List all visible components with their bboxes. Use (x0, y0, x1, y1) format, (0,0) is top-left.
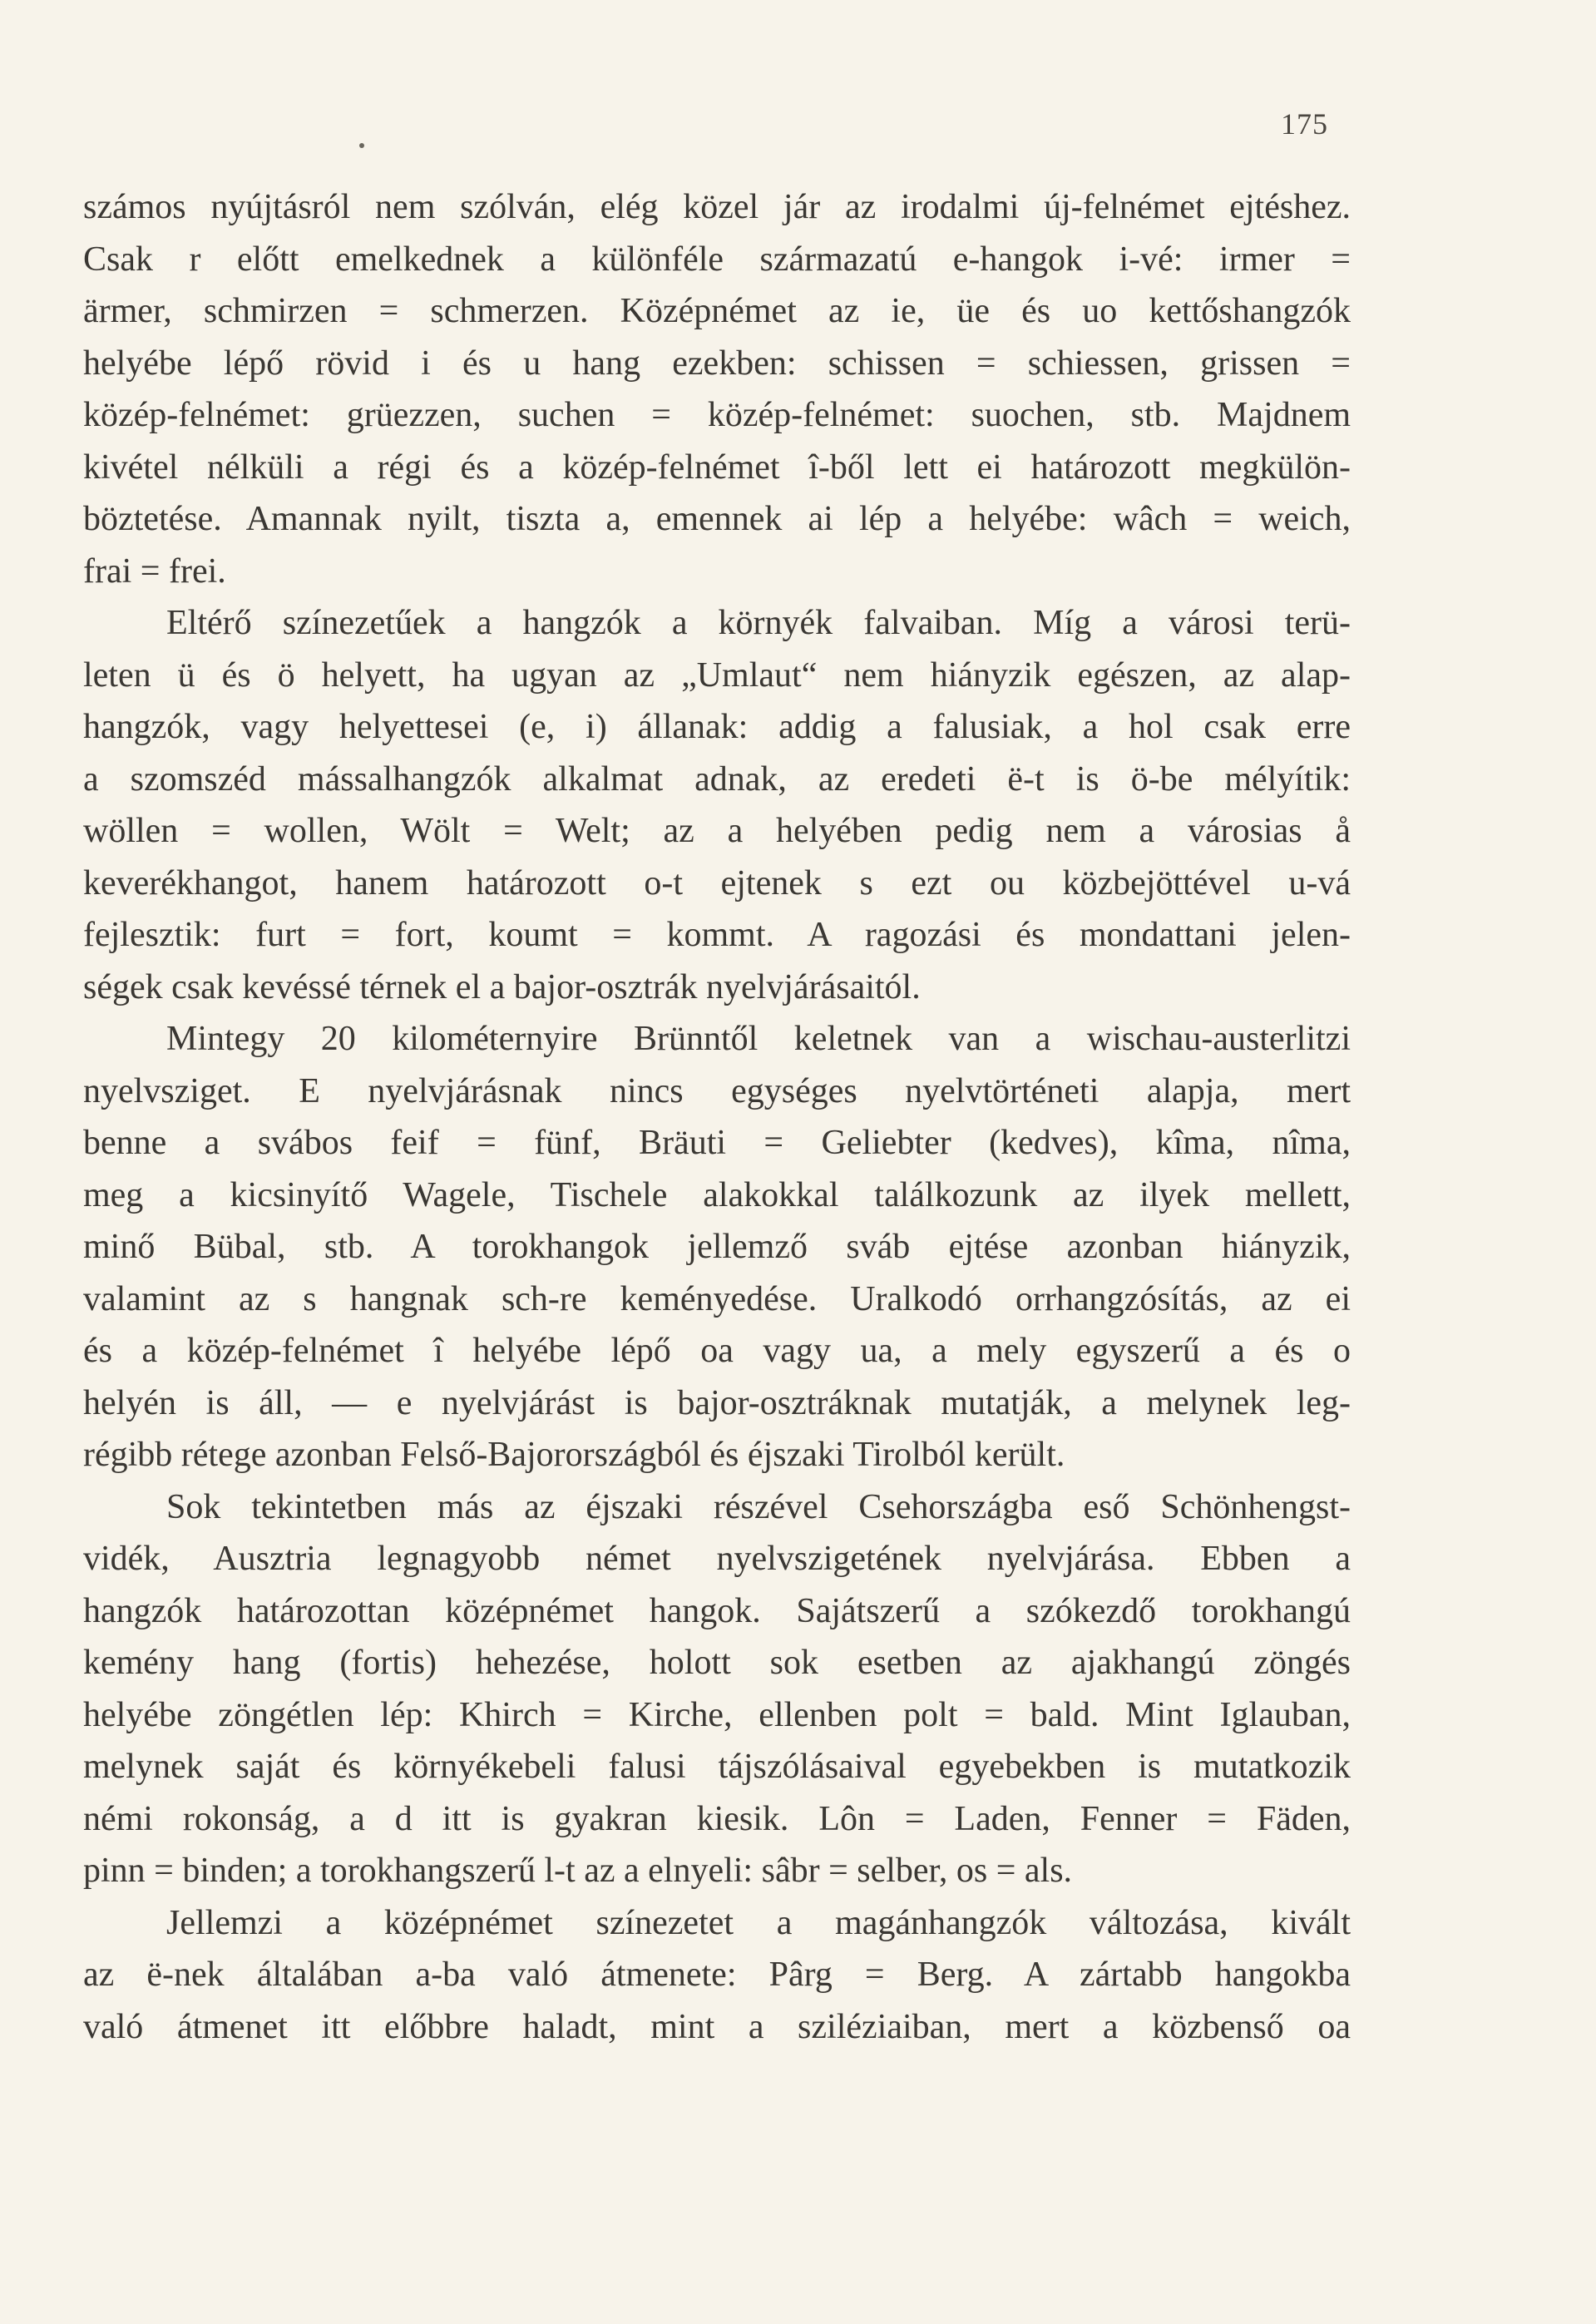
paragraph-start: Mintegy 20 kilométernyire Brünntől keletnek van a wischau-austerlitzi (166, 1020, 1351, 1058)
text-line: kivétel nélküli a régi és a közép-felnémet î-ből lett ei határozott megkülön- (83, 447, 1351, 487)
text-line: helyén is áll, — e nyelvjárást is bajor-osztráknak mutatják, a melynek leg- (83, 1383, 1351, 1422)
paragraph-start: Eltérő színezetűek a hangzók a környék falvaiban. Míg a városi terü- (166, 604, 1351, 642)
text-line: helyébe zöngétlen lép: Khirch = Kirche, ellenben polt = bald. Mint Iglauban, (83, 1695, 1351, 1734)
text-line: keverékhangot, hanem határozott o-t ejtenek s ezt ou közbejöttével u-vá (83, 863, 1351, 902)
text-line: böztetése. Amannak nyilt, tiszta a, emennek ai lép a helyébe: wâch = weich, (83, 500, 1351, 538)
print-speck (359, 143, 364, 148)
text-line: hangzók határozottan középnémet hangok. Sajátszerű a szókezdő torokhangú (83, 1591, 1351, 1630)
text-line: ségek csak kevéssé térnek el a bajor-osztrák nyelvjárásaitól. (83, 967, 921, 1006)
text-line: leten ü és ö helyett, ha ugyan az „Umlaut“ nem hiányzik egészen, az alap- (83, 655, 1351, 695)
paragraph-start: Jellemzi a középnémet színezetet a magánhangzók változása, kivált (166, 1903, 1351, 1942)
paragraph-start: Sok tekintetben más az éjszaki részével Csehországba eső Schönhengst- (166, 1487, 1351, 1526)
text-line: ärmer, schmirzen = schmerzen. Középnémet az ie, üe és uo kettőshangzók (83, 292, 1351, 330)
text-line: és a közép-felnémet î helyébe lépő oa vagy ua, a mely egyszerű a és o (83, 1332, 1351, 1370)
text-line: az ë-nek általában a-ba való átmenete: Pârg = Berg. A zártabb hangokba (83, 1956, 1351, 1994)
text-line: valamint az s hangnak sch-re keményedése. Uralkodó orrhangzósítás, az ei (83, 1279, 1351, 1318)
text-line: fejlesztik: furt = fort, koumt = kommt. A ragozási és mondattani jelen- (83, 916, 1351, 954)
text-line: közép-felnémet: grüezzen, suchen = közép-felnémet: suochen, stb. Majdnem (83, 396, 1351, 434)
text-line: vidék, Ausztria legnagyobb német nyelvszigetének nyelvjárása. Ebben a (83, 1540, 1351, 1578)
text-line: Csak r előtt emelkednek a különféle származatú e-hangok i-vé: irmer = (83, 240, 1351, 279)
text-line: pinn = binden; a torokhangszerű l-t az a elnyeli: sâbr = selber, os = als. (83, 1852, 1073, 1890)
text-line: minő Bübal, stb. A torokhangok jellemző sváb ejtése azonban hiányzik, (83, 1228, 1351, 1266)
text-line: kemény hang (fortis) hehezése, holott sok esetben az ajakhangú zöngés (83, 1644, 1351, 1682)
text-line: frai = frei. (83, 551, 226, 591)
text-line: helyébe lépő rövid i és u hang ezekben: schissen = schiessen, grissen = (83, 344, 1351, 383)
text-line: számos nyújtásról nem szólván, elég közel jár az irodalmi új-felnémet ejtéshez. (83, 188, 1351, 226)
page-number: 175 (1281, 107, 1328, 141)
text-line: wöllen = wollen, Wölt = Welt; az a helyében pedig nem a városias å (83, 812, 1351, 850)
text-line: a szomszéd mássalhangzók alkalmat adnak, az eredeti ë-t is ö-be mélyítik: (83, 759, 1351, 799)
text-body (83, 181, 1351, 2053)
text-line: meg a kicsinyítő Wagele, Tischele alakokkal találkozunk az ilyek mellett, (83, 1175, 1351, 1214)
text-line: való átmenet itt előbbre haladt, mint a sziléziaiban, mert a közbenső oa (83, 2007, 1351, 2046)
text-line: hangzók, vagy helyettesei (e, i) állanak: addig a falusiak, a hol csak erre (83, 708, 1351, 746)
text-line: melynek saját és környékebeli falusi tájszólásaival egyebekben is mutatkozik (83, 1748, 1351, 1786)
text-line: nyelvsziget. E nyelvjárásnak nincs egységes nyelvtörténeti alapja, mert (83, 1071, 1351, 1110)
text-line: benne a svábos feif = fünf, Bräuti = Geliebter (kedves), kîma, nîma, (83, 1124, 1351, 1162)
text-line: régibb rétege azonban Felső-Bajorországból és éjszaki Tirolból került. (83, 1436, 1065, 1474)
text-line: némi rokonság, a d itt is gyakran kiesik. Lôn = Laden, Fenner = Fäden, (83, 1799, 1351, 1838)
